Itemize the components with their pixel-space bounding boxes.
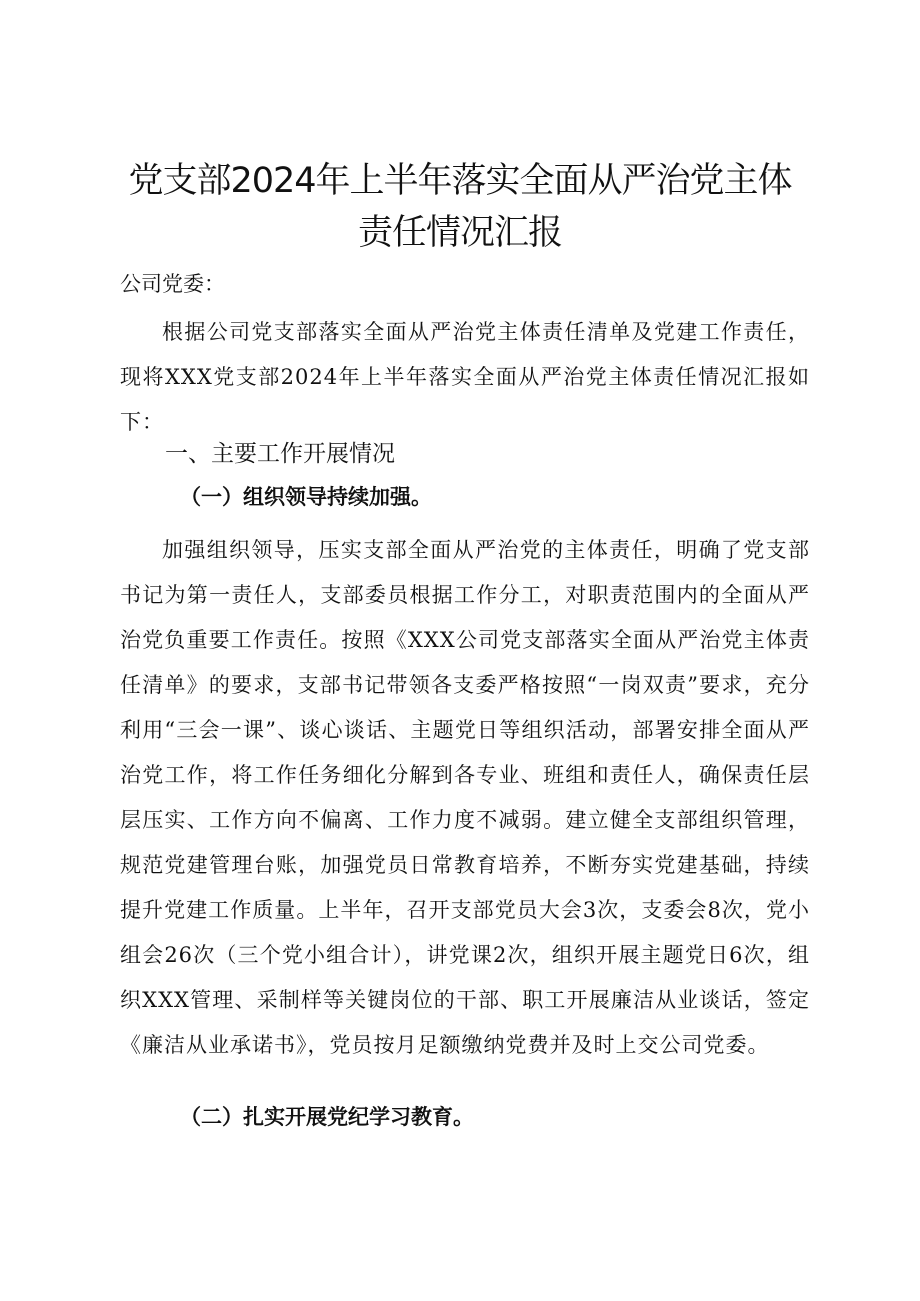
intro-paragraph: 根据公司党支部落实全面从严治党主体责任清单及党建工作责任，现将XXX党支部2024年上半年落实全面从严治党主体责任情况汇报如下： <box>120 320 810 434</box>
salutation: 公司党委： <box>120 272 225 296</box>
subsection-body-organization: 加强组织领导，压实支部全面从严治党的主体责任，明确了党支部书记为第一责任人，支部委员根据工作分工，对职责范围内的全面从严治党负重要工作责任。按照《XXX公司党支部落实全面从严治党主体责任清单》的要求，支部书记带领各支委严格按照“一岗双责”要求，充分利用“三会一课”、谈心谈话、主题党日等组织活动，部署安排全面从严治党工作，将工作任务细化分解到各专业、班组和责任人，确保责任层层压实、工作方向不偏离、工作力度不减弱。建立健全支部组织管理，规范党建管理台账，加强党员日常教育培养，不断夯实党建基础，持续提升党建工作质量。上半年，召开支部党员大会3次，支委会8次，党小组会26次（三个党小组合计），讲党课2次，组织开展主题党日6次，组织XXX管理、采制样等关键岗位的干部、职工开展廉洁从业谈话，签定《廉洁从业承诺书》，党员按月足额缴纳党费并及时上交公司党委。 <box>120 538 810 1057</box>
subsection-heading-discipline-education: （二）扎实开展党纪学习教育。 <box>180 1104 474 1129</box>
document-title-line-2: 责任情况汇报 <box>357 213 562 253</box>
subsection-heading-organization: （一）组织领导持续加强。 <box>180 484 432 509</box>
section-heading-main-work: 一、主要工作开展情况 <box>165 441 395 467</box>
document-title-line-1: 党支部2024年上半年落实全面从严治党主体 <box>128 161 792 201</box>
